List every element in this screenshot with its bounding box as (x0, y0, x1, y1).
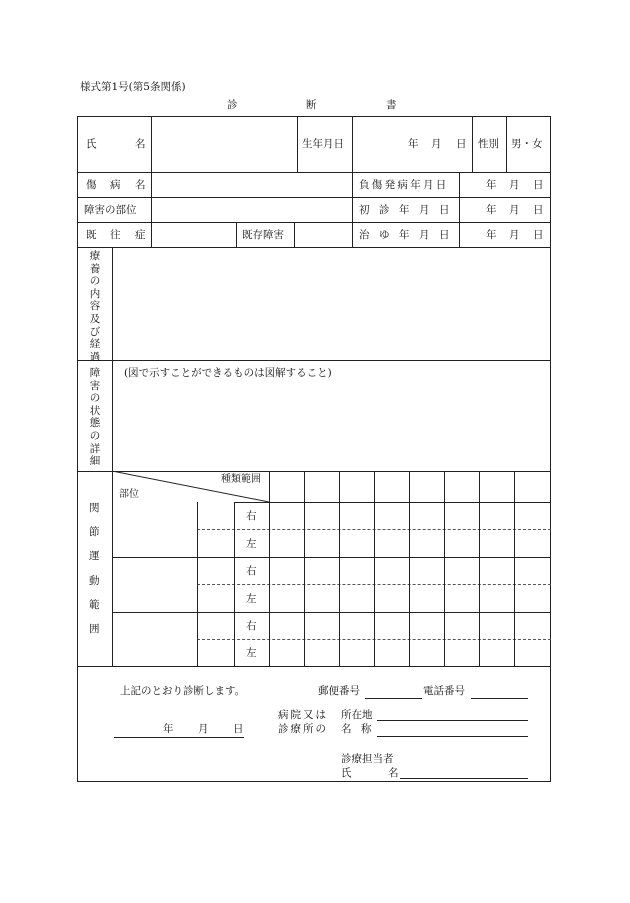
right-side-label: 右 (246, 510, 257, 522)
left-side-label: 左 (246, 538, 257, 550)
cure-date-label: 治ゆ年月日 (359, 229, 459, 241)
disability-part-field[interactable] (152, 198, 351, 221)
attending-doctor-label: 診療担当者 (341, 753, 394, 765)
birth-date-label: 生年月日 (302, 138, 344, 150)
facility-name-label: 名 称 (341, 723, 375, 735)
title-char-2: 断 (306, 99, 317, 111)
rom-header-type-range: 種類範囲 (221, 474, 261, 485)
hospital-label-2: 診療所の (278, 723, 328, 735)
existing-disability-label: 既存障害 (242, 229, 284, 241)
title-char-1: 診 (227, 99, 238, 111)
rom-part-field[interactable] (113, 503, 196, 556)
right-side-label: 右 (246, 620, 257, 632)
existing-disability-field[interactable] (295, 223, 351, 246)
first-visit-date-field[interactable]: 年 月 日 (486, 204, 544, 216)
disease-name-field[interactable] (152, 173, 351, 196)
address-label: 所在地 (341, 709, 373, 721)
phone-field[interactable] (471, 698, 528, 699)
address-field[interactable] (377, 720, 528, 721)
hospital-label-1: 病院又は (278, 709, 328, 721)
first-visit-date-label: 初診年月日 (359, 204, 459, 216)
disability-detail-field[interactable] (113, 382, 550, 470)
treatment-progress-label: 療養の内容及び経過 (89, 250, 101, 363)
injury-onset-date-label: 負傷発病年月日 (359, 179, 449, 191)
sex-selector[interactable]: 男・女 (511, 138, 543, 150)
right-side-label: 右 (246, 565, 257, 577)
birth-date-field[interactable]: 年 月 日 (408, 138, 467, 150)
sex-label: 性別 (478, 138, 499, 150)
treatment-progress-field[interactable] (113, 248, 550, 359)
disability-part-label: 障害の部位 (84, 204, 137, 216)
medical-history-field[interactable] (152, 223, 235, 246)
form-number: 様式第1号(第5条関係) (80, 81, 186, 93)
left-side-label: 左 (246, 647, 257, 659)
facility-name-field[interactable] (377, 736, 528, 737)
injury-onset-date-field[interactable]: 年 月 日 (486, 179, 544, 191)
rom-header-part: 部位 (119, 489, 139, 500)
title-char-3: 書 (386, 99, 397, 111)
diagnosis-statement: 上記のとおり診断します。 (120, 685, 246, 697)
rom-part-field[interactable] (113, 558, 196, 611)
disability-detail-note: (図で示すことができるものは図解すること) (124, 367, 332, 379)
phone-label: 電話番号 (423, 685, 465, 697)
postal-code-label: 郵便番号 (318, 685, 360, 697)
rom-part-field[interactable] (113, 613, 196, 665)
left-side-label: 左 (246, 593, 257, 605)
cure-date-field[interactable]: 年 月 日 (486, 229, 544, 241)
doctor-name-field[interactable] (400, 778, 528, 779)
name-field[interactable] (152, 117, 296, 171)
disability-detail-label: 障害の状態の詳細 (89, 367, 101, 468)
postal-code-field[interactable] (365, 698, 422, 699)
